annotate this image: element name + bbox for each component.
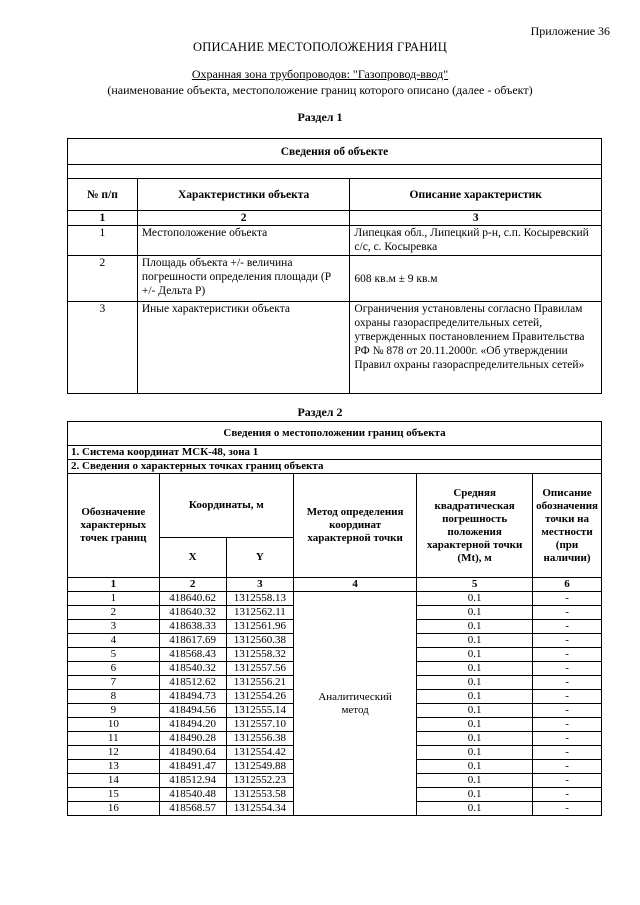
point-y: 1312549.88	[226, 760, 293, 774]
method-cell: Аналитический метод	[294, 592, 417, 816]
spacer-row	[68, 165, 602, 179]
point-number: 2	[68, 606, 160, 620]
point-error: 0.1	[417, 676, 533, 690]
point-error: 0.1	[417, 648, 533, 662]
point-number: 15	[68, 788, 160, 802]
section2-heading: Раздел 2	[297, 405, 343, 419]
col-number: 3	[226, 578, 293, 592]
point-number: 6	[68, 662, 160, 676]
point-y: 1312554.42	[226, 746, 293, 760]
point-number: 16	[68, 802, 160, 816]
row-char: Иные характеристики объекта	[137, 302, 350, 394]
point-x: 418638.33	[159, 620, 226, 634]
point-number: 7	[68, 676, 160, 690]
point-error: 0.1	[417, 690, 533, 704]
point-x: 418494.20	[159, 718, 226, 732]
point-error: 0.1	[417, 592, 533, 606]
object-info-table	[67, 138, 602, 394]
document-title: ОПИСАНИЕ МЕСТОПОЛОЖЕНИЯ ГРАНИЦ	[193, 40, 447, 54]
point-error: 0.1	[417, 774, 533, 788]
col-number: 2	[137, 211, 350, 226]
object-name: Охранная зона трубопроводов: "Газопровод-ввод"	[191, 67, 449, 81]
row-num: 2	[68, 256, 138, 302]
point-number: 8	[68, 690, 160, 704]
point-number: 5	[68, 648, 160, 662]
point-description: -	[533, 774, 602, 788]
col-header-error: Средняя квадратическая погрешность положения характерной точки (Mt), м	[417, 474, 533, 578]
col-header-desc: Описание характеристик	[350, 179, 602, 211]
point-x: 418490.64	[159, 746, 226, 760]
row-desc: Ограничения установлены согласно Правилам охраны газораспределительных сетей, утвержденных постановлением Правительства РФ № 878 от 20.11.2000г. «Об утверждении Правил охраны газораспределительных сетей»	[350, 302, 602, 394]
point-y: 1312554.34	[226, 802, 293, 816]
point-y: 1312557.56	[226, 662, 293, 676]
point-error: 0.1	[417, 788, 533, 802]
object-name-line	[0, 67, 640, 82]
point-description: -	[533, 718, 602, 732]
point-x: 418640.32	[159, 606, 226, 620]
row-char: Площадь объекта +/- величина погрешности определения площади (Р +/- Дельта Р)	[137, 256, 350, 302]
point-y: 1312556.38	[226, 732, 293, 746]
point-x: 418640.62	[159, 592, 226, 606]
object-name-caption: (наименование объекта, местоположение границ которого описано (далее - объект)	[107, 83, 533, 97]
table-row	[68, 592, 602, 606]
point-x: 418568.43	[159, 648, 226, 662]
col-header-char: Характеристики объекта	[137, 179, 350, 211]
point-error: 0.1	[417, 760, 533, 774]
col-number: 3	[350, 211, 602, 226]
point-y: 1312558.13	[226, 592, 293, 606]
point-description: -	[533, 732, 602, 746]
row-desc: Липецкая обл., Липецкий р-н, с.п. Косыревский с/с, с. Косыревка	[350, 226, 602, 256]
point-error: 0.1	[417, 718, 533, 732]
point-y: 1312558.32	[226, 648, 293, 662]
point-y: 1312552.23	[226, 774, 293, 788]
points-subtitle: 2. Сведения о характерных точках границ объекта	[68, 460, 602, 474]
point-description: -	[533, 746, 602, 760]
col-number: 4	[294, 578, 417, 592]
col-number: 1	[68, 211, 138, 226]
point-description: -	[533, 760, 602, 774]
point-y: 1312553.58	[226, 788, 293, 802]
col-number: 1	[68, 578, 160, 592]
object-info-title: Сведения об объекте	[68, 139, 602, 165]
point-x: 418512.94	[159, 774, 226, 788]
section1-heading: Раздел 1	[297, 110, 343, 124]
point-error: 0.1	[417, 634, 533, 648]
point-x: 418512.62	[159, 676, 226, 690]
row-num: 3	[68, 302, 138, 394]
col-number: 2	[159, 578, 226, 592]
point-error: 0.1	[417, 704, 533, 718]
point-error: 0.1	[417, 802, 533, 816]
col-header-num: № п/п	[68, 179, 138, 211]
point-error: 0.1	[417, 662, 533, 676]
point-description: -	[533, 634, 602, 648]
boundary-table-title: Сведения о местоположении границ объекта	[68, 422, 602, 446]
point-error: 0.1	[417, 620, 533, 634]
point-y: 1312561.96	[226, 620, 293, 634]
point-x: 418568.57	[159, 802, 226, 816]
point-description: -	[533, 704, 602, 718]
point-description: -	[533, 788, 602, 802]
point-x: 418494.73	[159, 690, 226, 704]
point-x: 418617.69	[159, 634, 226, 648]
point-x: 418540.32	[159, 662, 226, 676]
col-header-point: Обозначение характерных точек границ	[68, 474, 160, 578]
col-header-method: Метод определения координат характерной точки	[294, 474, 417, 578]
col-number: 5	[417, 578, 533, 592]
point-y: 1312557.10	[226, 718, 293, 732]
point-number: 11	[68, 732, 160, 746]
point-y: 1312562.11	[226, 606, 293, 620]
point-number: 12	[68, 746, 160, 760]
row-char: Местоположение объекта	[137, 226, 350, 256]
point-x: 418490.28	[159, 732, 226, 746]
point-description: -	[533, 648, 602, 662]
appendix-label: Приложение 36	[530, 24, 610, 38]
point-description: -	[533, 676, 602, 690]
point-description: -	[533, 606, 602, 620]
point-x: 418540.48	[159, 788, 226, 802]
point-x: 418494.56	[159, 704, 226, 718]
point-y: 1312560.38	[226, 634, 293, 648]
point-number: 13	[68, 760, 160, 774]
col-header-y: Y	[226, 538, 293, 578]
point-description: -	[533, 802, 602, 816]
point-number: 3	[68, 620, 160, 634]
row-num: 1	[68, 226, 138, 256]
point-error: 0.1	[417, 606, 533, 620]
point-y: 1312555.14	[226, 704, 293, 718]
row-desc: 608 кв.м ± 9 кв.м	[350, 256, 602, 302]
point-description: -	[533, 592, 602, 606]
point-number: 9	[68, 704, 160, 718]
col-header-description: Описание обозначения точки на местности (при наличии)	[533, 474, 602, 578]
point-description: -	[533, 662, 602, 676]
col-header-x: X	[159, 538, 226, 578]
col-header-coords: Координаты, м	[159, 474, 293, 538]
point-x: 418491.47	[159, 760, 226, 774]
point-error: 0.1	[417, 732, 533, 746]
point-y: 1312556.21	[226, 676, 293, 690]
point-y: 1312554.26	[226, 690, 293, 704]
boundary-points-table	[67, 421, 602, 816]
point-number: 4	[68, 634, 160, 648]
point-description: -	[533, 620, 602, 634]
point-number: 10	[68, 718, 160, 732]
col-number: 6	[533, 578, 602, 592]
point-description: -	[533, 690, 602, 704]
point-error: 0.1	[417, 746, 533, 760]
point-number: 14	[68, 774, 160, 788]
coordinate-system: 1. Система координат МСК-48, зона 1	[68, 446, 602, 460]
point-number: 1	[68, 592, 160, 606]
